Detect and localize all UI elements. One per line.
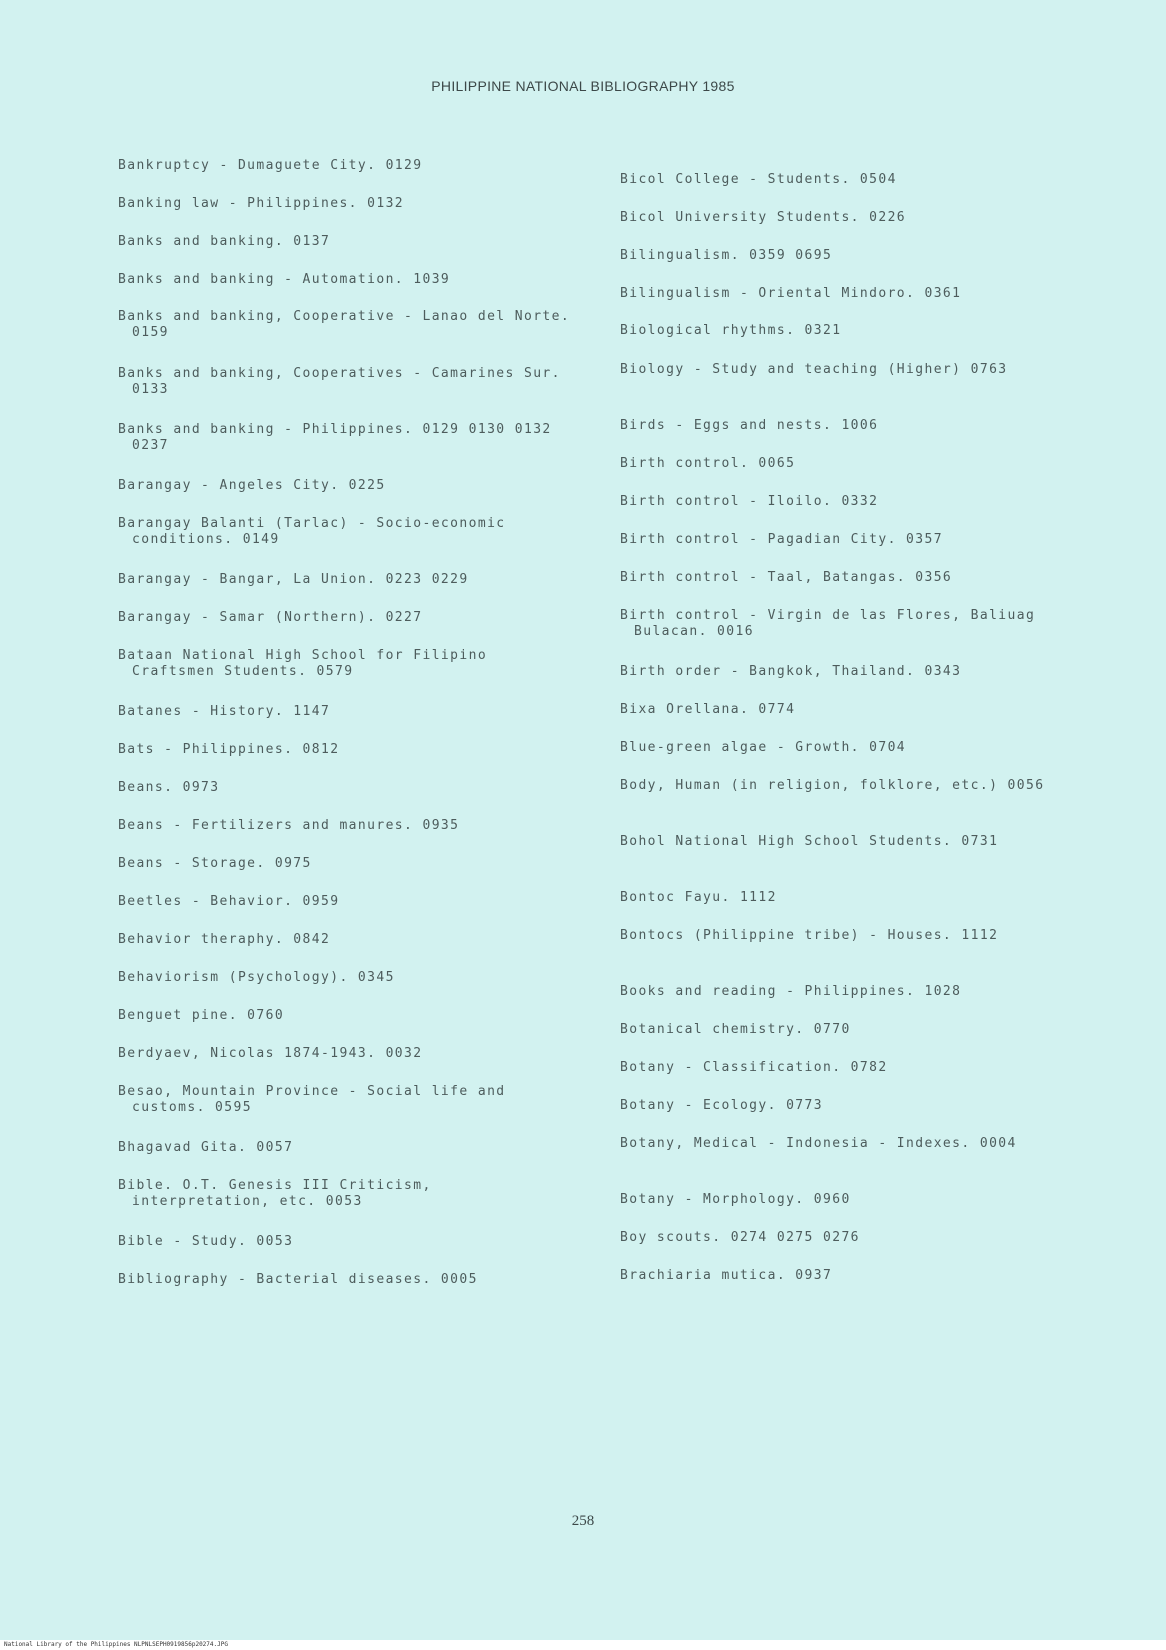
index-entry: Beans. 0973	[118, 780, 220, 795]
index-entry: Banking law - Philippines. 0132	[118, 196, 405, 211]
index-entry: Beans - Storage. 0975	[118, 856, 312, 871]
index-entry: Beans - Fertilizers and manures. 0935	[118, 818, 460, 833]
index-entry: Bible - Study. 0053	[118, 1234, 294, 1249]
index-entry: Bhagavad Gita. 0057	[118, 1140, 294, 1155]
index-entry: Boy scouts. 0274 0275 0276	[620, 1230, 860, 1245]
page-number: 258	[571, 1513, 595, 1529]
index-entry: Bibliography - Bacterial diseases. 0005	[118, 1272, 478, 1287]
index-entry: Banks and banking - Automation. 1039	[118, 272, 451, 287]
index-entry: Botany - Classification. 0782	[620, 1060, 888, 1075]
index-entry: Biology - Study and teaching (Higher) 0763	[620, 362, 1008, 377]
index-entry: Benguet pine. 0760	[118, 1008, 285, 1023]
index-entry: Bontoc Fayu. 1112	[620, 890, 777, 905]
index-entry: Bontocs (Philippine tribe) - Houses. 1112	[620, 928, 999, 943]
index-entry: Behavior theraphy. 0842	[118, 932, 331, 947]
index-entry: Birth control - Virgin de las Flores, Baliuag Bulacan. 0016	[620, 608, 1036, 639]
index-entry: Barangay - Angeles City. 0225	[118, 478, 386, 493]
index-entry: Barangay Balanti (Tarlac) - Socio-economic conditions. 0149	[118, 516, 506, 547]
index-entry: Birth control - Iloilo. 0332	[620, 494, 879, 509]
index-entry: Biological rhythms. 0321	[620, 323, 842, 338]
index-entry: Batanes - History. 1147	[118, 704, 331, 719]
index-entry: Bankruptcy - Dumaguete City. 0129	[118, 158, 423, 173]
index-entry: Brachiaria mutica. 0937	[620, 1268, 833, 1283]
index-entry: Books and reading - Philippines. 1028	[620, 984, 962, 999]
index-entry: Botanical chemistry. 0770	[620, 1022, 851, 1037]
index-entry: Birds - Eggs and nests. 1006	[620, 418, 879, 433]
index-entry: Banks and banking - Philippines. 0129 0130 0132 0237	[118, 422, 552, 453]
index-entry: Bataan National High School for Filipino Craftsmen Students. 0579	[118, 648, 488, 679]
index-entry: Birth control - Taal, Batangas. 0356	[620, 570, 953, 585]
index-entry: Botany - Ecology. 0773	[620, 1098, 823, 1113]
index-entry: Barangay - Samar (Northern). 0227	[118, 610, 423, 625]
index-entry: Barangay - Bangar, La Union. 0223 0229	[118, 572, 469, 587]
index-entry: Bicol University Students. 0226	[620, 210, 907, 225]
index-entry: Bohol National High School Students. 0731	[620, 834, 999, 849]
index-entry: Blue-green algae - Growth. 0704	[620, 740, 907, 755]
index-entry: Besao, Mountain Province - Social life and customs. 0595	[118, 1084, 506, 1115]
index-entry: Bicol College - Students. 0504	[620, 172, 897, 187]
page-header: PHILIPPINE NATIONAL BIBLIOGRAPHY 1985	[431, 78, 735, 94]
index-entry: Birth control. 0065	[620, 456, 796, 471]
index-entry: Birth control - Pagadian City. 0357	[620, 532, 943, 547]
scan-footer: National Library of the Philippines NLPNLSEPH0919856p20274.JPG	[0, 1640, 1166, 1650]
index-entry: Botany - Morphology. 0960	[620, 1192, 851, 1207]
index-entry: Birth order - Bangkok, Thailand. 0343	[620, 664, 962, 679]
index-entry: Bats - Philippines. 0812	[118, 742, 340, 757]
index-entry: Bilingualism. 0359 0695	[620, 248, 833, 263]
index-entry: Banks and banking. 0137	[118, 234, 331, 249]
index-entry: Bixa Orellana. 0774	[620, 702, 796, 717]
index-entry: Bilingualism - Oriental Mindoro. 0361	[620, 286, 962, 301]
index-entry: Botany, Medical - Indonesia - Indexes. 0004	[620, 1136, 1017, 1151]
index-entry: Banks and banking, Cooperatives - Camarines Sur. 0133	[118, 366, 561, 397]
index-entry: Banks and banking, Cooperative - Lanao del Norte. 0159	[118, 309, 571, 340]
index-entry: Bible. O.T. Genesis III Criticism, interpretation, etc. 0053	[118, 1178, 432, 1209]
index-entry: Berdyaev, Nicolas 1874-1943. 0032	[118, 1046, 423, 1061]
index-entry: Beetles - Behavior. 0959	[118, 894, 340, 909]
index-entry: Body, Human (in religion, folklore, etc.) 0056	[620, 778, 1045, 793]
index-entry: Behaviorism (Psychology). 0345	[118, 970, 395, 985]
